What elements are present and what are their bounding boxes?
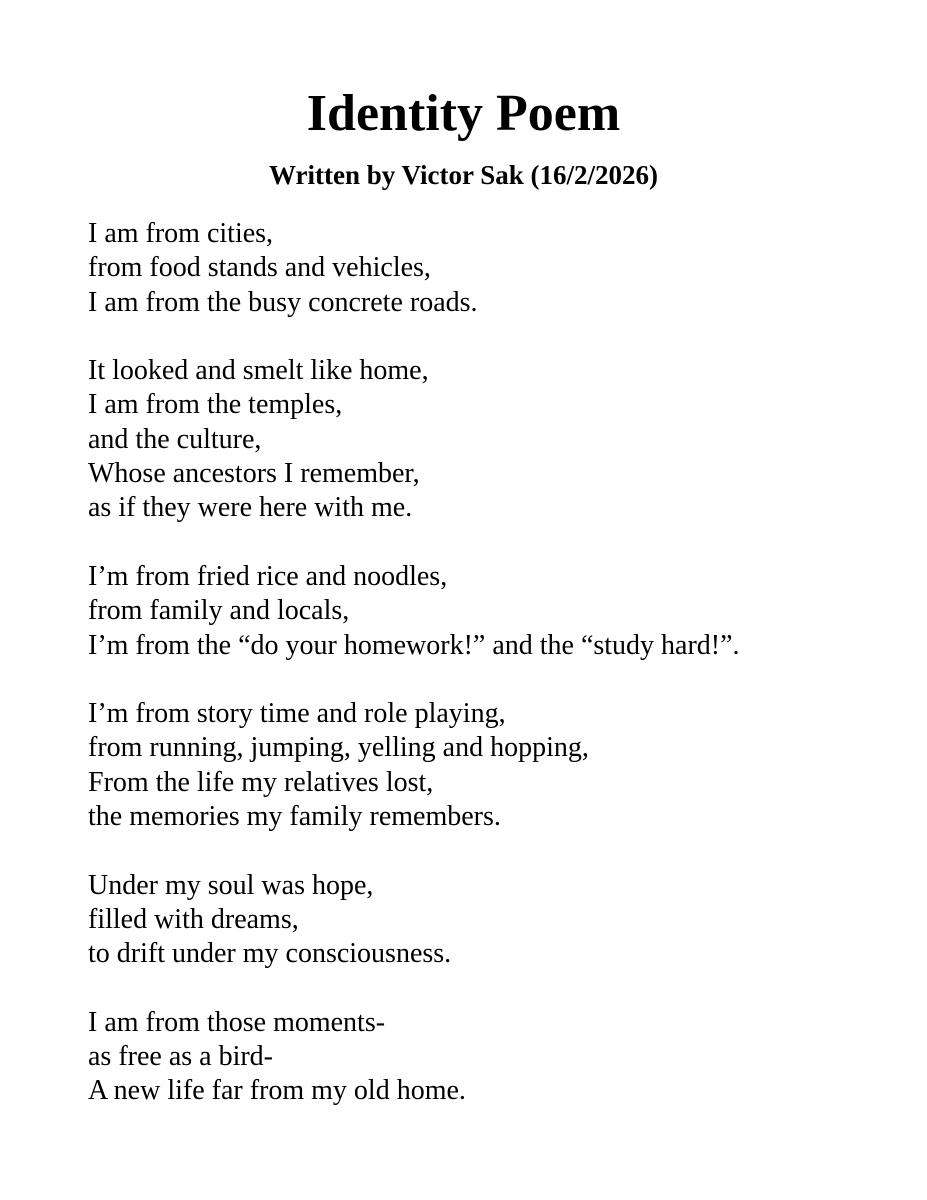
poem-line: I’m from story time and role playing, bbox=[88, 698, 506, 730]
poem-line: I am from cities, bbox=[88, 218, 274, 249]
poem-line: as free as a bird- bbox=[88, 1041, 274, 1073]
poem-line: A new life far from my old home. bbox=[88, 1075, 466, 1107]
stanza bbox=[88, 869, 867, 972]
poem-line: as if they were here with me. bbox=[88, 492, 413, 524]
poem-line: and the culture, bbox=[88, 423, 262, 455]
poem-title: Identity Poem bbox=[306, 85, 621, 142]
poem-line: from running, jumping, yelling and hopping, bbox=[88, 732, 589, 764]
poem-line: Whose ancestors I remember, bbox=[88, 458, 420, 490]
poem-line: the memories my family remembers. bbox=[88, 801, 501, 833]
poem-line: from food stands and vehicles, bbox=[88, 252, 431, 284]
poem-line: I’m from fried rice and noodles, bbox=[88, 560, 448, 592]
stanza bbox=[88, 354, 867, 525]
poem-line: It looked and smelt like home, bbox=[88, 355, 429, 387]
stanza bbox=[88, 560, 867, 663]
poem-line: from family and locals, bbox=[88, 595, 350, 627]
poem-subtitle: Written by Victor Sak (16/2/2026) bbox=[269, 160, 658, 190]
poem-line: Under my soul was hope, bbox=[88, 869, 374, 901]
stanza bbox=[88, 1006, 867, 1109]
stanza bbox=[88, 217, 867, 320]
poem-line: I am from the temples, bbox=[88, 389, 343, 421]
poem-line: I’m from the “do your homework!” and the “study hard!”. bbox=[88, 629, 740, 661]
poem-line: From the life my relatives lost, bbox=[88, 766, 434, 798]
poem-line: I am from the busy concrete roads. bbox=[88, 286, 478, 318]
poem-header bbox=[0, 0, 927, 189]
stanza bbox=[88, 697, 867, 834]
poem-line: to drift under my consciousness. bbox=[88, 938, 452, 970]
poem-line: I am from those moments- bbox=[88, 1006, 386, 1038]
poem-body bbox=[0, 217, 927, 1109]
poem-line: filled with dreams, bbox=[88, 903, 299, 935]
